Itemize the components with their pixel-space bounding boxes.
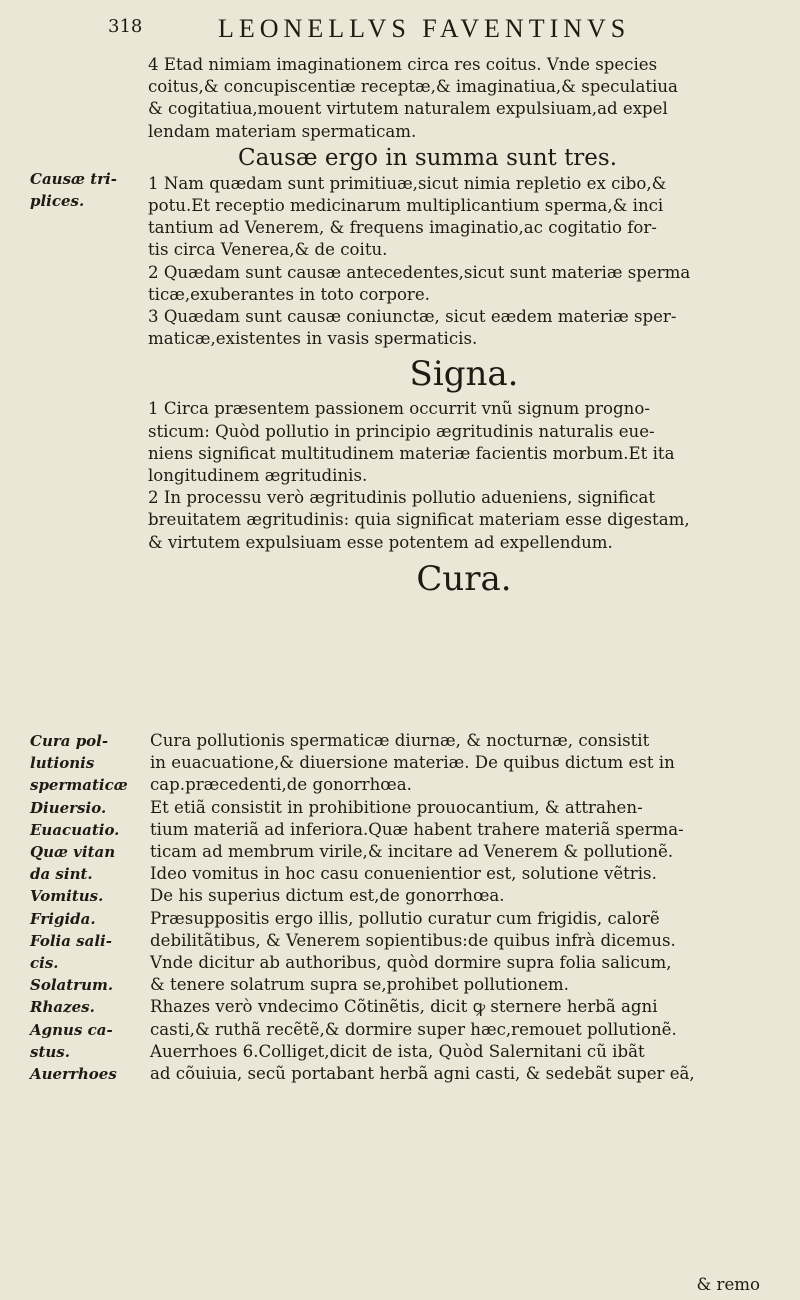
page-number: 318 xyxy=(108,16,143,37)
text-line: ticæ,exuberantes in toto corpore. xyxy=(148,284,430,304)
text-line: casti,& ruthã recẽtẽ,& dormire super hæc,remouet pollutionẽ. xyxy=(150,1019,677,1039)
margin-line: Vomitus. xyxy=(30,887,104,906)
margin-line: Causæ tri- xyxy=(30,170,117,188)
text-line: 1 Nam quædam sunt primitiuæ,sicut nimia repletio ex cibo,& xyxy=(148,173,667,193)
text-line: sticum: Quòd pollutio in principio ægritudinis naturalis eue- xyxy=(148,421,655,441)
text-line: Rhazes verò vndecimo Cõtinẽtis, dicit ꝙ sternere herbã agni xyxy=(150,997,658,1017)
margin-line: Cura pol- xyxy=(30,732,109,750)
main-text-upper xyxy=(148,54,780,604)
text-line: ad cõuiuia, secũ portabant herbã agni casti, & sedebãt super eã, xyxy=(150,1064,695,1084)
text-line: maticæ,existentes in vasis spermaticis. xyxy=(148,329,478,349)
text-line: debilitãtibus, & Venerem sopientibus:de quibus infrà dicemus. xyxy=(150,930,676,950)
margin-line: plices. xyxy=(30,192,85,211)
paragraph-causes xyxy=(148,173,780,351)
text-line: in euacuatione,& diuersione materiæ. De quibus dictum est in xyxy=(150,753,675,773)
text-line: tantium ad Venerem, & frequens imaginatio,ac cogitatio for- xyxy=(148,218,657,238)
margin-line: stus. xyxy=(30,1042,70,1061)
text-line: Et etiã consistit in prohibitione prouocantium, & attrahen- xyxy=(150,797,643,817)
text-line: coitus,& concupiscentiæ receptæ,& imaginatiua,& speculatiua xyxy=(148,77,678,97)
text-line: 2 Quædam sunt causæ antecedentes,sicut sunt materiæ sperma xyxy=(148,262,691,282)
text-line: & virtutem expulsiuam esse potentem ad expellendum. xyxy=(148,532,613,552)
text-line: tis circa Venerea,& de coitu. xyxy=(148,240,388,260)
text-line: niens significat multitudinem materiæ facientis morbum.Et ita xyxy=(148,443,675,463)
text-line: Ideo vomitus in hoc casu conuenientior est, solutione vẽtris. xyxy=(150,864,657,884)
text-line: Auerrhoes 6.Colliget,dicit de ista, Quòd Salernitani cũ ibãt xyxy=(150,1041,645,1061)
margin-line: Auerrhoes xyxy=(30,1065,117,1084)
text-line: ticam ad membrum virile,& incitare ad Venerem & pollutionẽ. xyxy=(150,842,674,862)
margin-line: Folia sali- xyxy=(30,931,112,950)
text-line: 3 Quædam sunt causæ coniunctæ, sicut eædem materiæ sper- xyxy=(148,307,677,327)
text-line: & tenere solatrum supra se,prohibet pollutionem. xyxy=(150,975,569,995)
page-header xyxy=(108,14,768,44)
running-head: LEONELLVS FAVENTINVS xyxy=(218,14,631,43)
marginal-notes-cura xyxy=(30,730,142,1085)
text-line: Vnde dicitur ab authoribus, quòd dormire supra folia salicum, xyxy=(150,953,672,973)
text-line: Præsuppositis ergo illis, pollutio curatur cum frigidis, calorẽ xyxy=(150,908,660,928)
margin-line: da sint. xyxy=(30,865,93,884)
margin-line: Quæ vitan xyxy=(30,843,116,862)
margin-line: Solatrum. xyxy=(30,976,114,995)
margin-line: lutionis xyxy=(30,754,95,773)
heading-causae: Causæ ergo in summa sunt tres. xyxy=(238,144,618,171)
margin-line: Agnus ca- xyxy=(30,1020,113,1039)
text-line: 1 Circa præsentem passionem occurrit vnũ signum progno- xyxy=(148,399,650,419)
margin-line: Diuersio. xyxy=(30,798,107,817)
text-line: De his superius dictum est,de gonorrhœa. xyxy=(150,886,505,906)
text-line: Cura pollutionis spermaticæ diurnæ, & nocturnæ, consistit xyxy=(150,731,650,750)
heading-cura: Cura. xyxy=(416,558,512,599)
text-line: 2 In processu verò ægritudinis pollutio adueniens, significat xyxy=(148,488,656,508)
margin-line: spermaticæ xyxy=(30,776,128,795)
text-line: breuitatem ægritudinis: quia significat materiam esse digestam, xyxy=(148,510,690,530)
text-line: longitudinem ægritudinis. xyxy=(148,466,368,486)
main-text-cura xyxy=(150,730,790,1085)
text-line: tium materiã ad inferiora.Quæ habent trahere materiã sperma- xyxy=(150,819,684,839)
catchword: & remo xyxy=(696,1275,760,1294)
text-line: & cogitatiua,mouent virtutem naturalem expulsiuam,ad expel xyxy=(148,99,668,119)
heading-signa: Signa. xyxy=(409,354,519,395)
text-line: 4 Etad nimiam imaginationem circa res coitus. Vnde species xyxy=(148,55,658,74)
paragraph-signa xyxy=(148,398,780,553)
margin-line: Frigida. xyxy=(30,909,96,928)
text-line: cap.præcedenti,de gonorrhœa. xyxy=(150,775,412,795)
text-line: potu.Et receptio medicinarum multiplicantium sperma,& inci xyxy=(148,196,664,216)
marginal-note-causae xyxy=(30,168,142,212)
margin-line: cis. xyxy=(30,954,59,973)
margin-line: Rhazes. xyxy=(30,998,95,1017)
margin-line: Euacuatio. xyxy=(30,820,120,839)
paragraph-opening xyxy=(148,54,780,143)
text-line: lendam materiam spermaticam. xyxy=(148,121,417,141)
